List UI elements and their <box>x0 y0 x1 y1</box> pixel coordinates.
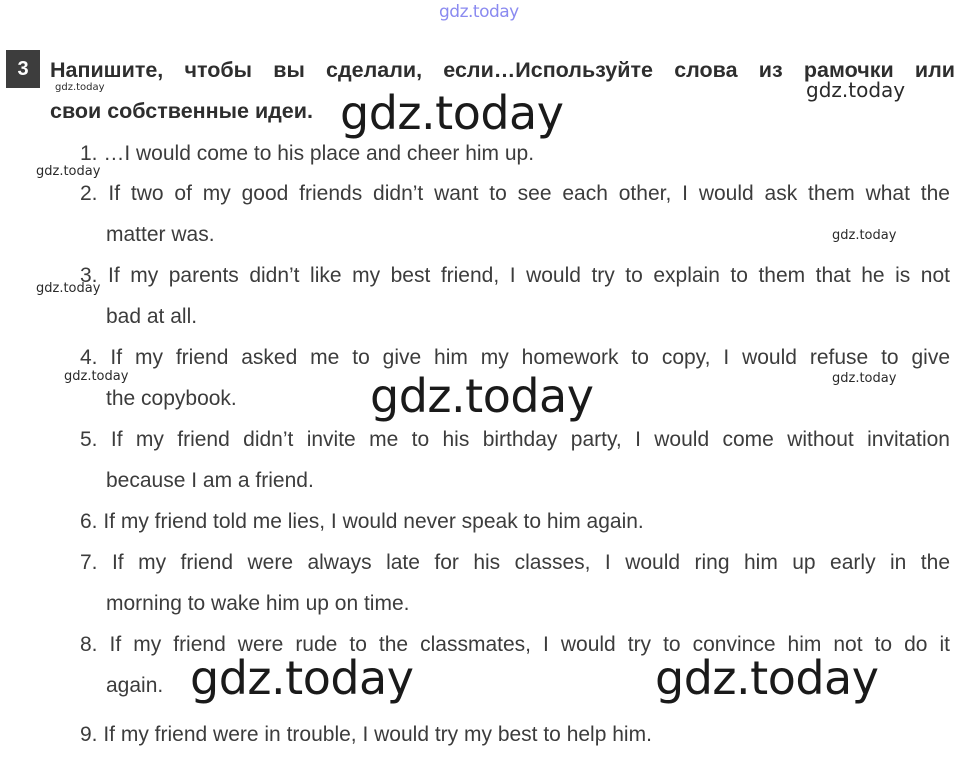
answer-line-2b: matter was. <box>106 223 215 246</box>
task-number-badge: 3 <box>6 50 40 88</box>
answer-line-8a: 8. If my friend were rude to the classmates, I would try to convince him not to do it <box>80 633 950 656</box>
answer-line-9: 9. If my friend were in trouble, I would try my best to help him. <box>80 723 652 746</box>
watermark-large: gdz.today <box>190 651 414 705</box>
watermark-small: gdz.today <box>36 281 101 296</box>
answer-line-1: 1. …I would come to his place and cheer him up. <box>80 142 535 165</box>
answer-line-3a: 3. If my parents didn’t like my best friend, I would try to explain to them that he is not <box>80 264 950 287</box>
answer-line-3b: bad at all. <box>106 305 198 328</box>
answer-line-6: 6. If my friend told me lies, I would never speak to him again. <box>80 510 644 533</box>
answer-line-2a: 2. If two of my good friends didn’t want to see each other, I would ask them what the <box>80 182 950 205</box>
answer-line-5b: because I am a friend. <box>106 469 314 492</box>
watermark-large: gdz.today <box>370 369 594 423</box>
instruction-line-2: свои собственные идеи. <box>50 99 313 123</box>
watermark-small: gdz.today <box>832 371 897 386</box>
answer-line-8b: again. <box>106 674 164 697</box>
watermark-large: gdz.today <box>655 651 879 705</box>
watermark-small: gdz.today <box>55 82 105 93</box>
answer-line-4b: the copybook. <box>106 387 237 410</box>
answer-line-4a: 4. If my friend asked me to give him my homework to copy, I would refuse to give <box>80 346 950 369</box>
answer-line-7a: 7. If my friend were always late for his classes, I would ring him up early in the <box>80 551 950 574</box>
watermark-large: gdz.today <box>340 86 564 140</box>
watermark-small: gdz.today <box>832 228 897 243</box>
watermark-small: gdz.today <box>36 164 101 179</box>
answer-line-5a: 5. If my friend didn’t invite me to his birthday party, I would come without invitation <box>80 428 950 451</box>
watermark-medium: gdz.today <box>806 78 906 102</box>
instruction-line-1: Напишите, чтобы вы сделали, если…Используйте слова из рамочки или <box>50 58 955 82</box>
watermark-top: gdz.today <box>439 2 519 22</box>
answer-line-7b: morning to wake him up on time. <box>106 592 410 615</box>
watermark-small: gdz.today <box>64 369 129 384</box>
